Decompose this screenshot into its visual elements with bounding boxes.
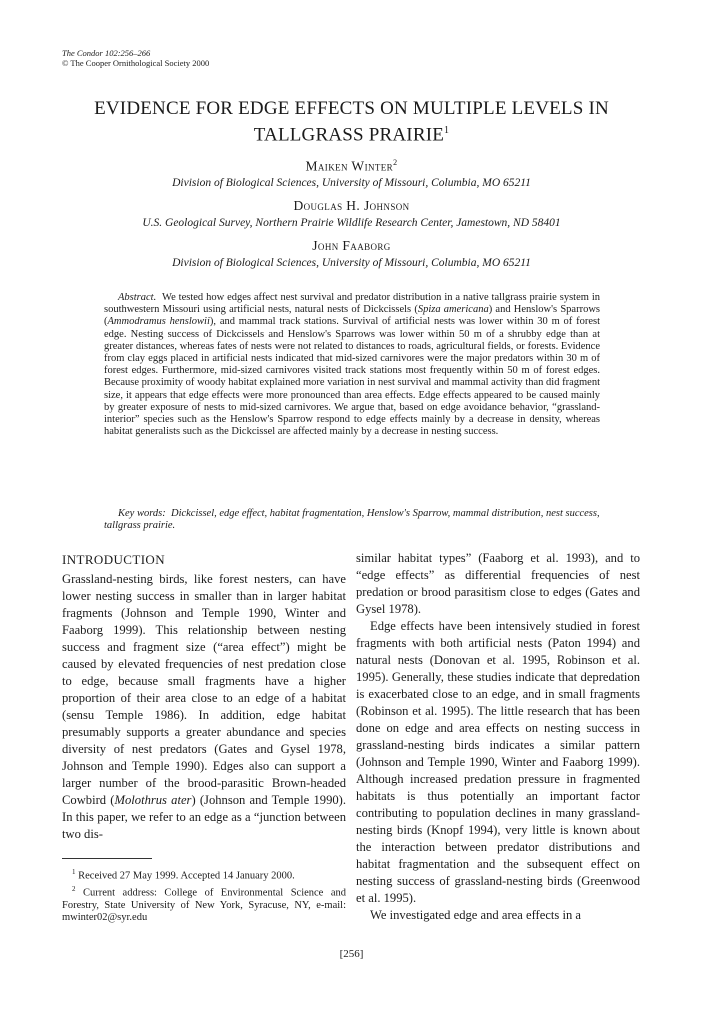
- author-1-affiliation: Division of Biological Sciences, University of Missouri, Columbia, MO 65211: [172, 177, 531, 189]
- author-1-name: Maiken Winter: [305, 158, 394, 174]
- footnote-1: [62, 866, 346, 883]
- author-1: [40, 158, 663, 175]
- author-2-name: Douglas H. Johnson: [293, 198, 410, 213]
- right-column: [356, 550, 640, 924]
- intro-text-1: Grassland-nesting birds, like forest nesters, can have lower nesting success in smaller than in larger habitat fragments (Johnson and Temple 1990, Winter and Faaborg 1999). This relationship between nesting success and fragment size (“area effect”) might be caused by elevated frequencies of nest predation close to edge, because small fragments have a higher proportion of their area close to an edge of a habitat (sensu Temple 1986). In addition, edge habitat presumably supports a greater abundance and species diversity of nest predators (Gates and Gysel 1978, Johnson and Temple 1990). Edges also can support a larger number of the brood-parasitic Brown-headed Cowbird (: [62, 572, 346, 807]
- footnote-1-mark: 1: [72, 868, 76, 876]
- abstract-species-1: Spiza americana: [417, 304, 489, 316]
- abstract-label: Abstract.: [118, 292, 157, 303]
- title-line-2: [40, 120, 663, 146]
- footnote-2-mark: 2: [72, 884, 76, 893]
- author-3-affiliation: Division of Biological Sciences, University of Missouri, Columbia, MO 65211: [172, 257, 531, 269]
- page-number: [256]: [339, 948, 364, 960]
- paper-title: [40, 98, 663, 146]
- footnote-1-text: Received 27 May 1999. Accepted 14 January 2000.: [78, 870, 295, 882]
- journal-header: [62, 48, 209, 68]
- abstract-species-2: Ammodramus henslowii: [107, 316, 210, 328]
- abstract-text-3: ), and mammal track stations. Survival of artificial nests was lower within 30 m of forest edge. Nesting success of Dickcissels and Henslow's Sparrows was lower within 50 m of a shrubby edge than at greater distances, whereas fates of nests were not related to distances to roads, agricultural fields, or forests. Evidence from clay eggs placed in artificial nests indicated that mid-sized carnivores were the major predators within 30 m of forest edges. Furthermore, mid-sized carnivores visited track stations most frequently within 50 m of forest edges. Because proximity of woody habitat explained more variation in nest survival and mammal activity than did fragment size, it appears that edge effects were more pronounced than area effects. Edge effects appeared to be caused mainly by greater exposure of nests to mid-sized carnivores. We argue that, based on edge avoidance behavior, “grassland-interior” species such as the Henslow's Sparrow respond to edge effects mainly by a decrease in density, whereas habitat generalists such as the Dickcissel are affected mainly by a decrease in nesting success.: [104, 316, 601, 438]
- left-column: [62, 550, 346, 843]
- intro-species: Molothrus ater: [114, 793, 192, 807]
- keywords: [104, 508, 600, 532]
- footnote-rule: [62, 858, 152, 859]
- right-paragraph-1: similar habitat types” (Faaborg et al. 1993), and to “edge effects” as differential frequencies of nest predation or brood parasitism close to edges (Gates and Gysel 1978).: [356, 551, 640, 616]
- right-paragraph-3: We investigated edge and area effects in a: [370, 908, 581, 922]
- section-heading-introduction: INTRODUCTION: [62, 552, 166, 567]
- journal-copyright: © The Cooper Ornithological Society 2000: [62, 58, 210, 68]
- author-3-name: John Faaborg: [312, 238, 391, 253]
- footnote-2-text: Current address: College of Environmental Science and Forestry, State University of New York, Syracuse, NY, e-mail: mwinter02@syr.edu: [62, 887, 346, 924]
- footnote-2: [62, 883, 346, 925]
- title-line-1: EVIDENCE FOR EDGE EFFECTS ON MULTIPLE LEVELS IN: [94, 98, 609, 119]
- title-line-2-text: TALLGRASS PRAIRIE: [253, 124, 445, 146]
- footnotes: [62, 866, 346, 925]
- intro-paragraph-1: [62, 571, 346, 843]
- abstract-text-1: We tested how edges affect nest survival and predator distribution in a native tallgrass prairie system in southwestern Missouri using artificial nests, natural nests of Dickcissels (: [104, 292, 600, 316]
- keywords-label: Key words:: [118, 508, 166, 519]
- intro-text-2: ) (Johnson and Temple 1990). In this paper, we refer to an edge as a “junction between two dis-: [62, 793, 346, 841]
- abstract-text-2: ) and Henslow's Sparrows (: [104, 304, 600, 328]
- author-2-affiliation: U.S. Geological Survey, Northern Prairie Wildlife Research Center, Jamestown, ND 58401: [142, 217, 561, 229]
- right-paragraph-2: Edge effects have been intensively studied in forest fragments with both artificial nests (Paton 1994) and natural nests (Donovan et al. 1995, Robinson et al. 1995). Generally, these studies indicate that depredation is exacerbated close to an edge, and in small fragments (Robinson et al. 1995). The little research that has been done on edge and area effects on nesting success in grassland-nesting birds indicates a similar pattern (Johnson and Temple 1990, Winter and Faaborg 1999). Although increased predation pressure in fragmented habitats is thus potentially an important factor contributing to population declines in many grassland-nesting birds (Knopf 1994), very little is known about the interaction between predator distributions and habitat fragmentation and the subsequent effect on nesting success of grassland-nesting birds (Greenwood et al. 1995).: [356, 619, 640, 905]
- abstract: [104, 292, 600, 438]
- title-footnote-mark: 1: [444, 125, 450, 136]
- journal-citation: The Condor 102:256–266: [62, 48, 151, 58]
- author-1-footnote-mark: 2: [393, 158, 398, 167]
- keywords-text: Dickcissel, edge effect, habitat fragmentation, Henslow's Sparrow, mammal distribution, nest success, tallgrass prairie.: [104, 508, 600, 532]
